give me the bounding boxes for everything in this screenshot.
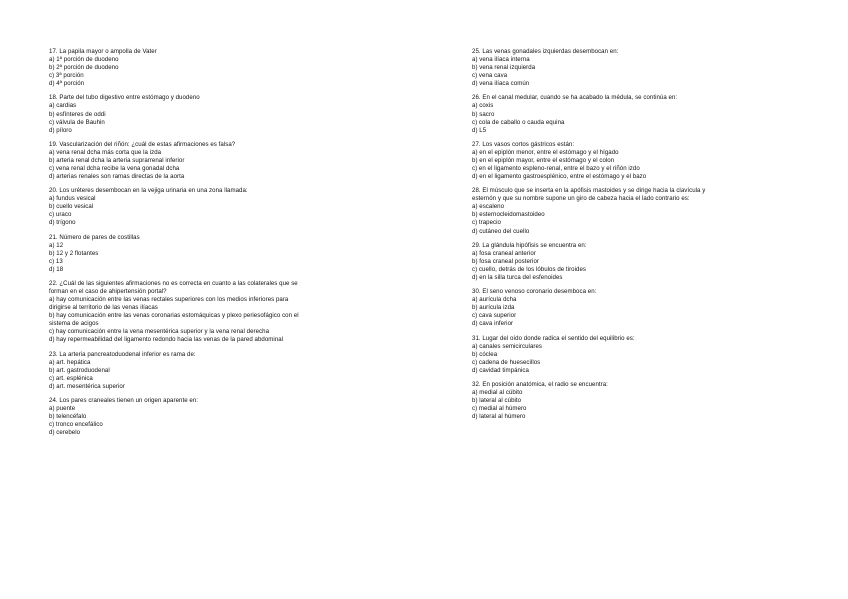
- answer-option: a) canales semicirculares: [472, 342, 542, 350]
- answer-option: forman en el caso de ahipertensión portal?: [49, 288, 167, 296]
- answer-option: d) en el ligamento gastroesplénico, entre el estómago y el bazo: [472, 173, 647, 181]
- answer-option: c) válvula de Bauhin: [49, 118, 105, 126]
- answer-option: d) art. mesentérica superior: [49, 382, 125, 390]
- answer-option: d) hay repermeabilidad del ligamento redondo hacia las venas de la pared abdominal: [49, 336, 284, 344]
- answer-option: b) en el epiplón mayor, entre el estómago y el colon: [472, 156, 615, 164]
- answer-option: esternón y que su nombre supone un giro de cabeza hacia el lado contrario es:: [472, 195, 690, 203]
- answer-option: a) cardias: [49, 102, 77, 110]
- question-block: [472, 187, 808, 235]
- answer-option: sistema de acigos: [49, 320, 99, 328]
- answer-option: c) 13: [49, 257, 63, 265]
- question-block: [49, 351, 379, 391]
- question-block: [472, 288, 808, 328]
- answer-option: c) art. esplénica: [49, 374, 93, 382]
- question-text: 26. En el canal medular, cuando se ha acabado la médula, se continúa en:: [472, 94, 678, 102]
- question-block: [472, 94, 808, 134]
- question-text: 20. Los uréteres desembocan en la vejiga urinaria en una zona llamada:: [49, 187, 248, 195]
- question-text: 25. Las venas gonadales izquierdas desembocan en:: [472, 48, 619, 55]
- question-text: 21. Número de pares de costillas: [49, 233, 140, 241]
- answer-option: a) fosa craneal anterior: [472, 249, 536, 257]
- answer-option: d) cava inferior: [472, 320, 514, 328]
- answer-option: b) cóclea: [472, 350, 498, 358]
- answer-option: d) cerebelo: [49, 429, 81, 437]
- answer-option: a) escaleno: [472, 203, 505, 211]
- answer-option: b) 12 y 2 flotantes: [49, 249, 99, 257]
- answer-option: c) trapecio: [472, 219, 501, 227]
- answer-option: a) 12: [49, 241, 64, 249]
- answer-option: c) tronco encefálico: [49, 421, 103, 429]
- answer-option: a) medial al cúbito: [472, 389, 523, 397]
- question-block: [49, 187, 379, 227]
- answer-option: a) vena renal dcha más corta que la izda: [49, 148, 162, 156]
- answer-option: c) vena renal dcha recibe la vena gonadal dcha: [49, 164, 180, 172]
- answer-option: c) cava superior: [472, 312, 517, 320]
- question-text: 18. Parte del tubo digestivo entre estómago y duodeno: [49, 94, 200, 102]
- answer-option: b) telencéfalo: [49, 413, 87, 421]
- answer-option: b) sacro: [472, 110, 495, 118]
- question-block: [49, 94, 379, 134]
- answer-option: d) cavidad timpánica: [472, 366, 529, 374]
- answer-option: c) cola de caballo o cauda equina: [472, 118, 565, 126]
- answer-option: c) cadena de huesecillos: [472, 358, 541, 366]
- answer-option: c) cuello, detrás de los lóbulos de tiroides: [472, 265, 586, 273]
- answer-option: d) lateral al húmero: [472, 413, 526, 421]
- answer-option: b) lateral al cúbito: [472, 397, 522, 405]
- question-text: 29. La glándula hipófisis se encuentra en:: [472, 241, 587, 249]
- question-block: [49, 141, 379, 181]
- answer-option: b) esternocleidomastoideo: [472, 211, 545, 219]
- question-block: [472, 48, 808, 88]
- question-block: [472, 335, 808, 375]
- answer-option: c) en el ligamento espleno-renal, entre el bazo y el riñón izdo: [472, 164, 640, 172]
- answer-option: d) vena ilíaca común: [472, 80, 530, 88]
- answer-option: a) aurícula dcha: [472, 296, 517, 304]
- answer-option: c) uraco: [49, 211, 72, 219]
- question-text: 30. El seno venoso coronario desemboca en:: [472, 288, 597, 296]
- answer-option: a) hay comunicación entre las venas rectales superiores con los medios inferiores para: [49, 296, 289, 304]
- question-text: 32. En posición anatómica, el radio se encuentra:: [472, 381, 608, 388]
- answer-option: a) puente: [49, 405, 76, 413]
- question-text: 24. Los pares craneales tienen un origen aparente en:: [49, 397, 199, 405]
- answer-option: c) medial al húmero: [472, 405, 527, 413]
- question-text: 27. Los vasos cortos gástricos están:: [472, 140, 575, 148]
- answer-option: c) hay comunicación entre la vena mesentérica superior y la vena renal derecha: [49, 328, 270, 336]
- answer-option: d) cutáneo del cuello: [472, 227, 530, 235]
- question-block: [472, 381, 808, 421]
- question-text: 23. La arteria pancreatoduodenal inferior es rama de:: [49, 350, 196, 358]
- answer-option: dirigirse al territorio de las venas ilíacas: [49, 304, 158, 312]
- answer-option: b) aurícula izda: [472, 304, 515, 312]
- question-text: 28. El músculo que se inserta en la apófisis mastoides y se dirige hacia la clavícula y: [472, 187, 706, 195]
- answer-option: c) vena cava: [472, 72, 508, 80]
- answer-option: a) en el epiplón menor, entre el estómago y el hígado: [472, 148, 619, 156]
- answer-option: d) píloro: [49, 126, 72, 134]
- answer-option: d) arterias renales son ramas directas de la aorta: [49, 173, 185, 181]
- answer-option: b) esfínteres de oddi: [49, 110, 106, 118]
- answer-option: d) L5: [472, 126, 487, 134]
- answer-option: d) en la silla turca del esfenoides: [472, 273, 563, 281]
- left-column: [49, 48, 379, 444]
- answer-option: b) cuello vesical: [49, 203, 94, 211]
- answer-option: b) 2ª porción de duodeno: [49, 64, 119, 72]
- answer-option: a) vena ilíaca interna: [472, 56, 530, 64]
- answer-option: b) hay comunicación entre las venas coronarias estomáquicas y plexo periesofágico con el: [49, 312, 299, 320]
- answer-option: b) vena renal izquierda: [472, 64, 536, 72]
- answer-option: b) art. gastroduodenal: [49, 366, 110, 374]
- answer-option: d) 18: [49, 265, 64, 273]
- answer-option: a) art. hepática: [49, 358, 91, 366]
- question-block: [49, 397, 379, 437]
- question-block: [49, 234, 379, 274]
- question-text: 17. La papila mayor o ampolla de Vater: [49, 48, 157, 55]
- answer-option: b) arteria renal dcha la arteria suprarrenal inferior: [49, 156, 185, 164]
- question-block: [49, 280, 379, 344]
- question-text: 22. ¿Cuál de las siguientes afirmaciones no es correcta en cuanto a las colaterales que se: [49, 280, 298, 288]
- answer-option: c) 3ª porción: [49, 72, 84, 80]
- answer-option: a) 1ª porción de duodeno: [49, 56, 119, 64]
- question-block: [472, 141, 808, 181]
- question-block: [472, 242, 808, 282]
- question-text: 19. Vascularización del riñón: ¿cuál de estas afirmaciones es falsa?: [49, 140, 236, 148]
- right-column: [472, 48, 808, 427]
- answer-option: a) coxis: [472, 102, 494, 110]
- answer-option: b) fosa craneal posterior: [472, 257, 539, 265]
- answer-option: a) fundus vesical: [49, 195, 96, 203]
- question-block: [49, 48, 379, 88]
- question-text: 31. Lugar del oído donde radica el sentido del equilibrio es:: [472, 334, 635, 342]
- answer-option: d) trígono: [49, 219, 76, 227]
- answer-option: d) 4ª porción: [49, 80, 85, 88]
